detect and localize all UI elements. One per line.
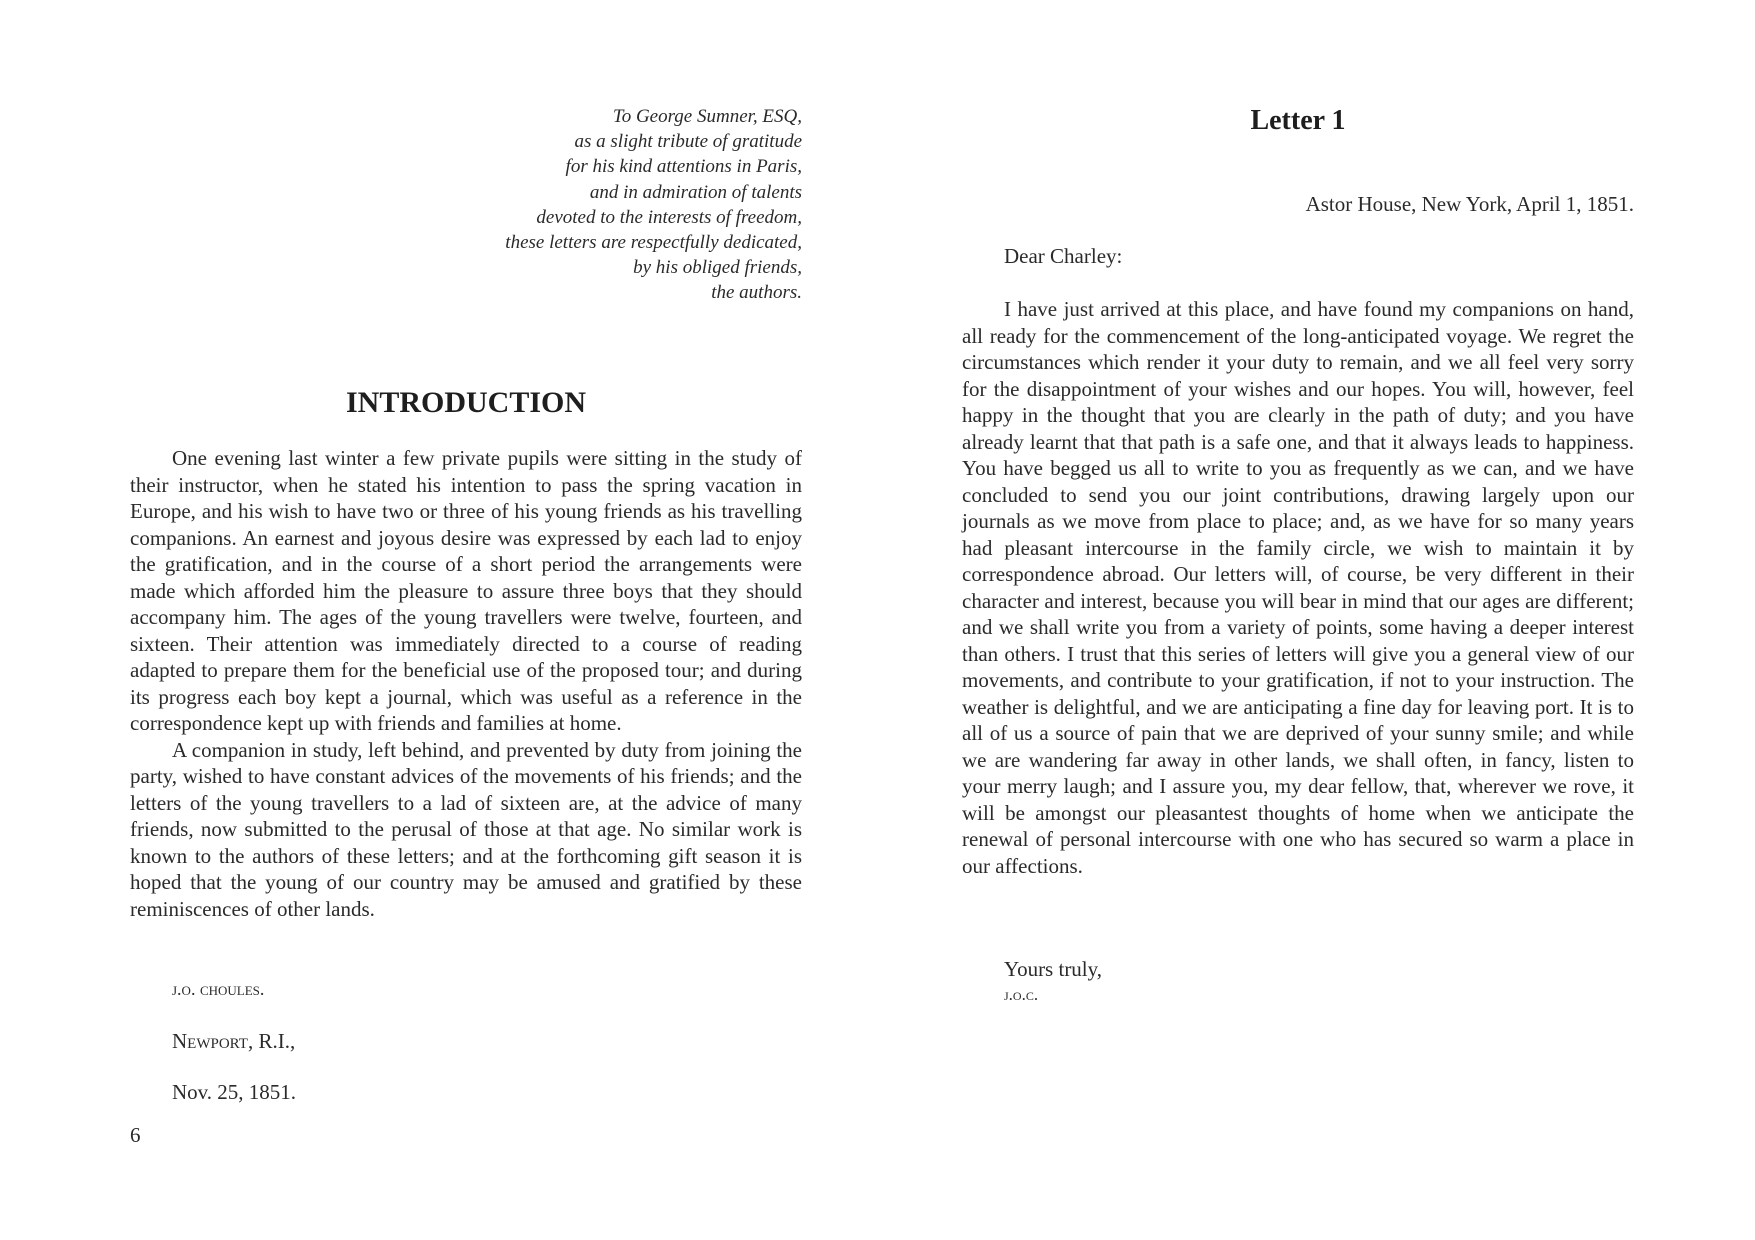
letter-dateline: Astor House, New York, April 1, 1851. <box>1305 192 1634 216</box>
introduction-body <box>130 445 802 922</box>
letter-salutation: Dear Charley: <box>1004 244 1123 268</box>
dedication <box>382 104 802 306</box>
introduction-paragraph: A companion in study, left behind, and prevented by duty from joining the party, wished to have constant advices of the movements of his friends; and the letters of the young travellers to a lad of sixteen are, at the advice of many friends, now submitted to the perusal of those at that age. No similar work is known to the authors of these letters; and at the forthcoming gift season it is hoped that the young of our country may be amused and gratified by these reminiscences of other lands. <box>130 737 802 921</box>
dedication-line: devoted to the interests of freedom, <box>536 206 802 228</box>
letter-paragraph: I have just arrived at this place, and have found my companions on hand, all ready for the commencement of the long-anticipated voyage. We regret the circumstances which render it your duty to remain, and we all feel very sorry for the disappointment of your wishes and our hopes. You will, however, feel happy in the thought that you are clearly in the path of duty; and you have already learnt that that path is a safe one, and that it always leads to happiness. You have begged us all to write to you as frequently as we can, and we have concluded to send you our joint contributions, drawing largely upon our journals as we move from place to place; and, as we have for so many years had pleasant intercourse in the family circle, we wish to maintain it by correspondence abroad. Our letters will, of course, be very different in their character and interest, because you will bear in mind that our ages are different; and we shall write you from a variety of points, some having a deeper interest than others. I trust that this series of letters will give you a general view of our movements, and contribute to your gratification, if not to your instruction. The weather is delightful, and we are anticipating a fine day for leaving port. It is to all of us a source of pain that we are deprived of your sunny smile; and while we are wandering far away in other lands, we shall often, in fancy, listen to your merry laugh; and I assure you, my dear fellow, that, wherever we rove, it will be amongst our pleasantest thoughts of home when we anticipate the renewal of personal intercourse with one who has secured so warm a place in our affections. <box>962 297 1634 878</box>
place-suffix: , R.I., <box>247 1029 296 1053</box>
dedication-line: these letters are respectfully dedicated, <box>505 232 802 254</box>
letter-closing: Yours truly, <box>1004 957 1103 981</box>
introduction-title: INTRODUCTION <box>345 386 587 419</box>
dedication-line: for his kind attentions in Paris, <box>565 156 802 178</box>
right-page <box>962 0 1634 1240</box>
left-page <box>130 0 802 1240</box>
dedication-line: and in admiration of talents <box>589 181 802 203</box>
signature-date: Nov. 25, 1851. <box>172 1080 297 1104</box>
dedication-line: as a slight tribute of gratitude <box>574 131 802 153</box>
introduction-paragraph: One evening last winter a few private pupils were sitting in the study of their instructor, when he stated his intention to pass the spring vacation in Europe, and his wish to have two or three of his young friends as his travelling companions. An earnest and joyous desire was expressed by each lad to enjoy the gratification, and in the course of a short period the arrangements were made which afforded him the pleasure to assure three boys that they should accompany him. The ages of the young travellers were twelve, fourteen, and sixteen. Their attention was immediately directed to a course of reading adapted to prepare them for the beneficial use of the proposed tour; and during its progress each boy kept a journal, which was useful as a reference in the correspondence kept up with friends and families at home. <box>130 446 802 735</box>
page-number: 6 <box>130 1123 141 1147</box>
dedication-line: To George Sumner, ESQ, <box>612 106 802 127</box>
place-rest: ewport <box>187 1029 248 1053</box>
letter-title: Letter 1 <box>1250 105 1346 136</box>
signature-place <box>172 1028 295 1054</box>
place-initial: N <box>172 1029 188 1053</box>
dedication-line: by his obliged friends, <box>633 257 802 279</box>
dedication-line: the authors. <box>711 282 802 304</box>
letter-body <box>962 296 1634 879</box>
letter-initials: j.o.c. <box>1004 985 1039 1004</box>
author-signature: j.o. choules. <box>172 979 265 999</box>
